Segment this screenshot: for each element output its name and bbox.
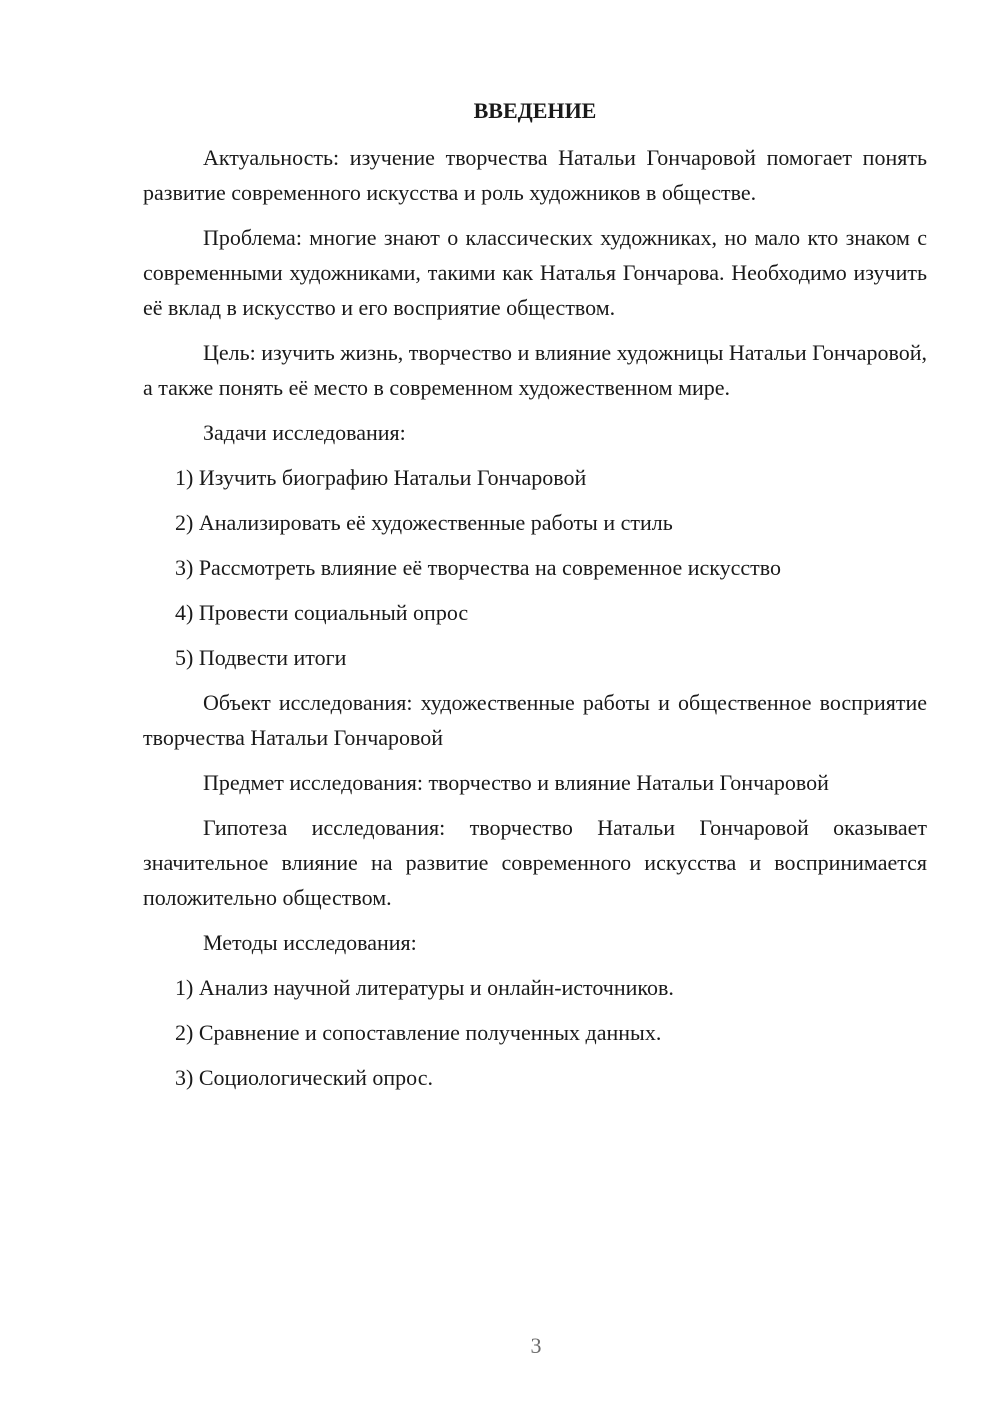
problem-paragraph: Проблема: многие знают о классических художниках, но мало кто знаком с современными художниками, такими как Наталья Гончарова. Необходимо изучить её вклад в искусство и его восприятие обществом. [143,225,927,320]
tasks-title: Задачи исследования: [203,420,406,445]
goal-paragraph: Цель: изучить жизнь, творчество и влияние художницы Натальи Гончаровой, а также понять её место в современном художественном мире. [143,340,927,400]
list-item: 1) Изучить биографию Натальи Гончаровой [175,465,587,490]
object-paragraph: Объект исследования: художественные работы и общественное восприятие творчества Натальи Гончаровой [143,690,927,750]
page-number: 3 [530,1333,542,1358]
list-item: 3) Рассмотреть влияние её творчества на современное искусство [175,555,782,580]
subject-paragraph: Предмет исследования: творчество и влияние Натальи Гончаровой [203,770,829,795]
list-item: 1) Анализ научной литературы и онлайн-источников. [175,975,674,1000]
section-heading: ВВЕДЕНИЕ [473,98,597,123]
list-item: 2) Анализировать её художественные работы и стиль [175,510,673,535]
tasks-list [143,460,927,675]
methods-title: Методы исследования: [203,930,417,955]
relevance-paragraph: Актуальность: изучение творчества Натальи Гончаровой помогает понять развитие современного искусства и роль художников в обществе. [143,145,927,205]
hypothesis-paragraph: Гипотеза исследования: творчество Натальи Гончаровой оказывает значительное влияние на развитие современного искусства и воспринимается положительно обществом. [143,815,927,910]
list-item: 2) Сравнение и сопоставление полученных данных. [175,1020,662,1045]
methods-list [143,970,927,1095]
list-item: 5) Подвести итоги [175,645,347,670]
list-item: 3) Социологический опрос. [175,1065,433,1090]
page-content [143,96,927,1105]
list-item: 4) Провести социальный опрос [175,600,469,625]
